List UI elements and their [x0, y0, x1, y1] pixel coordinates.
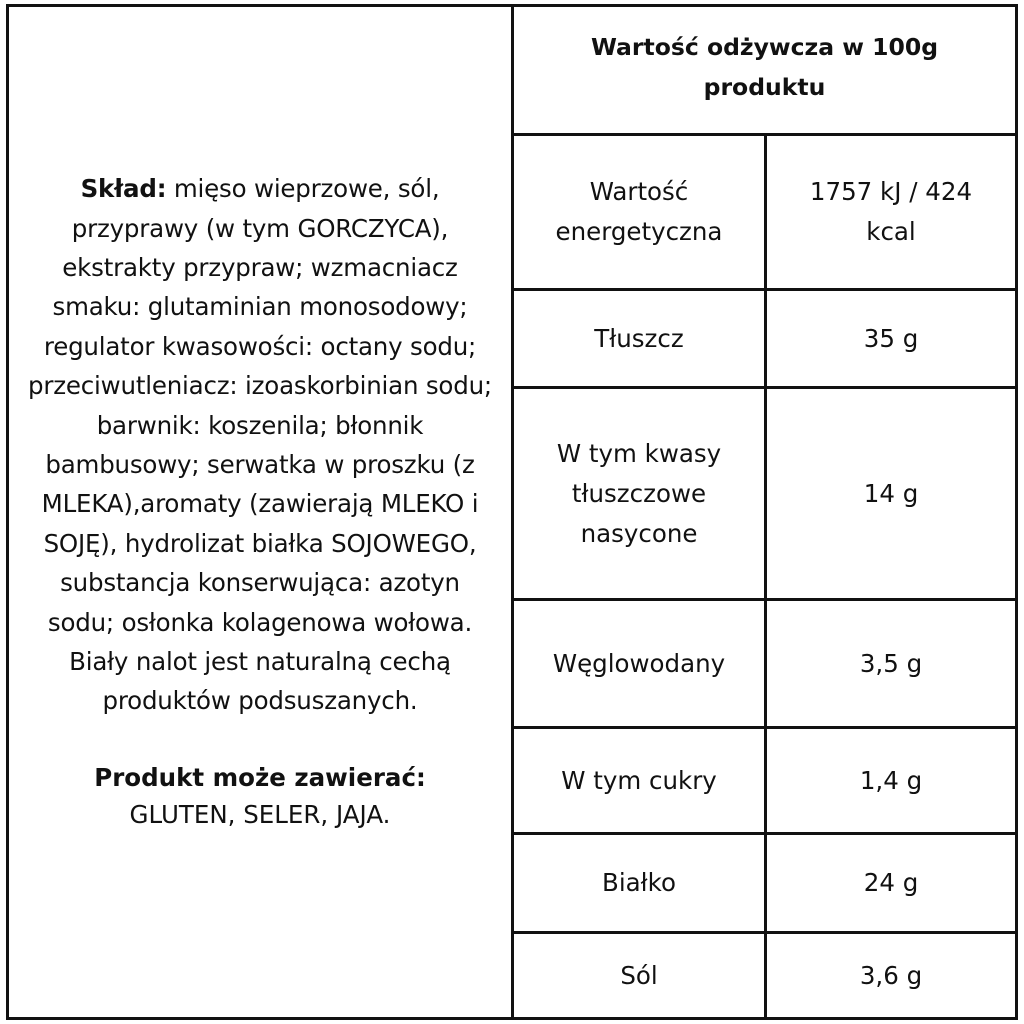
nutrient-value — [767, 136, 1015, 288]
ingredients-panel — [9, 7, 514, 1017]
may-contain-list: GLUTEN, SELER, JAJA. — [129, 799, 391, 829]
nutrient-name-text: Białko — [602, 868, 676, 897]
nutrient-name — [514, 389, 767, 598]
nutrient-value — [767, 291, 1015, 386]
nutrient-value — [767, 389, 1015, 598]
table-row-energy — [514, 136, 1015, 291]
nutrition-label-frame — [6, 4, 1018, 1020]
nutrient-value-text: 3,6 g — [859, 960, 923, 990]
nutrition-header-text: Wartość odżywcza w 100g produktu — [590, 33, 939, 101]
table-row-sugars — [514, 729, 1015, 835]
table-row-saturated-fat — [514, 389, 1015, 601]
ingredients-text — [25, 169, 495, 721]
nutrient-name — [514, 601, 767, 726]
nutrient-value — [767, 729, 1015, 832]
nutrient-name-text: W tym cukry — [561, 765, 717, 795]
nutrition-table — [514, 7, 1015, 1017]
nutrient-name — [514, 934, 767, 1017]
table-row-protein — [514, 835, 1015, 934]
nutrient-value — [767, 601, 1015, 726]
nutrient-name — [514, 136, 767, 288]
nutrient-name — [514, 835, 767, 931]
ingredients-content — [25, 169, 495, 833]
nutrient-value-text: 35 g — [863, 323, 919, 353]
table-row-fat — [514, 291, 1015, 389]
nutrient-name-text: Węglowodany — [552, 648, 726, 678]
nutrient-value-text: 24 g — [863, 868, 919, 897]
nutrient-name-text: Tłuszcz — [594, 323, 684, 353]
may-contain-label: Produkt może zawierać: — [94, 762, 426, 792]
table-row-salt — [514, 934, 1015, 1017]
nutrient-value-text: 1,4 g — [859, 765, 923, 795]
nutrition-table-header — [514, 7, 1015, 136]
nutrient-name — [514, 729, 767, 832]
ingredients-list: mięso wieprzowe, sól, przyprawy (w tym GORCZYCA), ekstrakty przypraw; wzmacniacz smaku: glutaminian monosodowy; regulator kwasowości: octany sodu; przeciwutleniacz: izoaskorbinian sodu; barwnik: koszenila; błonnik bambusowy; serwatka w proszku (z MLEKA),aromaty (zawierają MLEKO i SOJĘ), hydrolizat białka SOJOWEGO, substancja konserwująca: azotyn sodu; osłonka kolagenowa wołowa. Biały nalot jest naturalną cechą produktów podsuszanych. — [28, 174, 492, 716]
nutrient-name-text: Wartość energetyczna — [555, 177, 723, 246]
nutrient-value-text: 14 g — [863, 478, 919, 508]
nutrient-value-text: 3,5 g — [859, 648, 923, 678]
nutrient-name-text: W tym kwasy tłuszczowe nasycone — [556, 438, 722, 548]
allergen-warning — [25, 759, 495, 833]
nutrient-value — [767, 934, 1015, 1017]
ingredients-label: Skład: — [80, 174, 167, 204]
nutrient-name — [514, 291, 767, 386]
nutrient-name-text: Sól — [620, 960, 658, 990]
nutrient-value — [767, 835, 1015, 931]
table-row-carbohydrates — [514, 601, 1015, 729]
nutrient-value-text: 1757 kJ / 424 kcal — [809, 177, 973, 246]
